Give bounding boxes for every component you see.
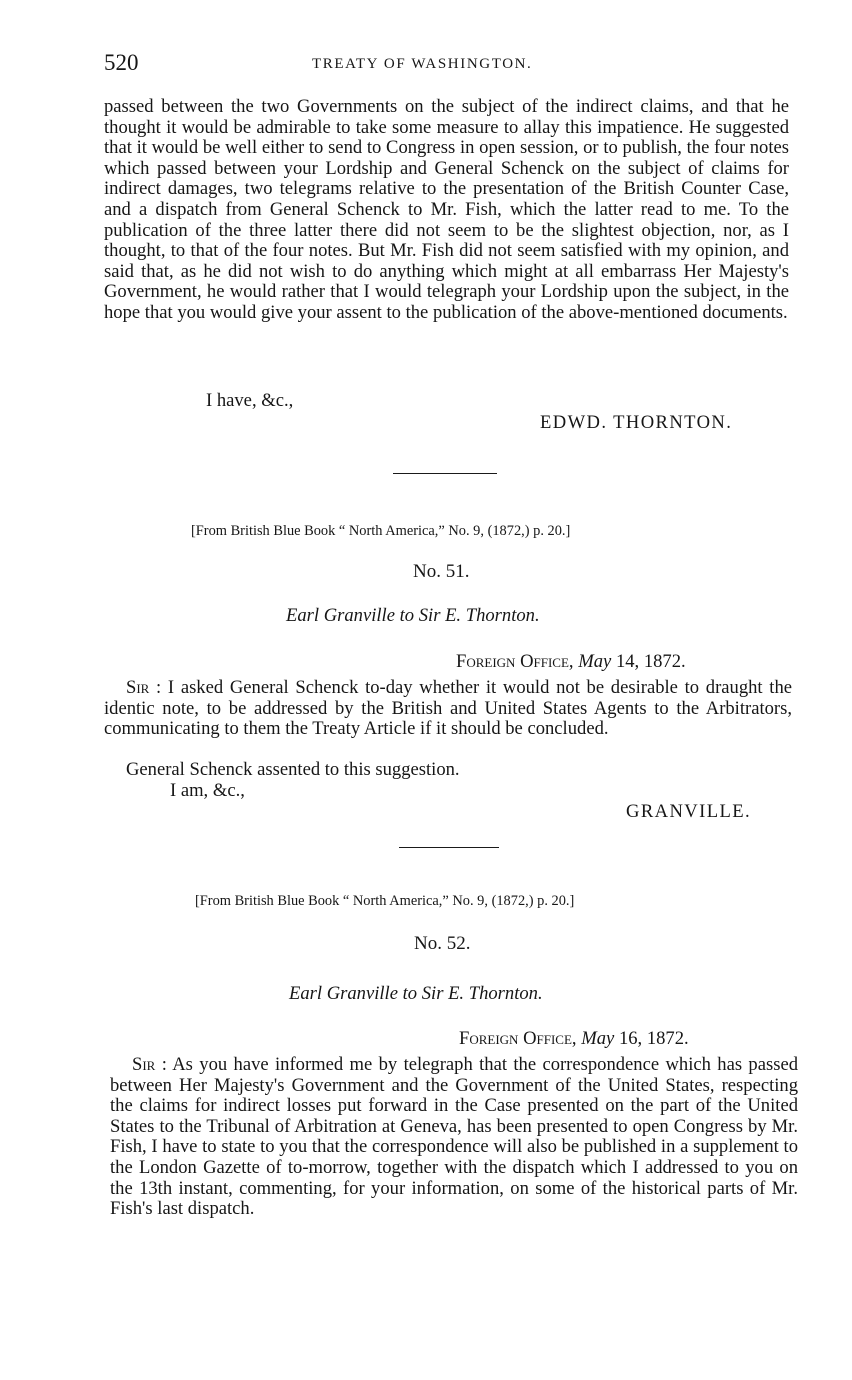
letter-51-dateline bbox=[456, 651, 686, 673]
letter-51-month: May bbox=[578, 651, 612, 672]
letter-50-body: passed between the two Governments on the subject of the indirect claims, and that he thought it would be admirable to take some measure to allay this impatience. He suggested that it would be well either to send to Congress in open session, or to publish, the four notes which passed between your Lordship and General Schenck on the subject of claims for indirect damages, two telegrams relative to the presentation of the British Counter Case, and a dispatch from General Schenck to Mr. Fish, which the latter read to me. To the publication of the three latter there did not seem to be the slightest objection, nor, as I thought, to that of the four notes. But Mr. Fish did not seem satisfied with my opinion, and said that, as he did not wish to do anything which might at all embarrass Her Majesty's Government, he would rather that I would telegraph your Lordship upon the subject, in the hope that you would give your assent to the publication of the above-mentioned documents. bbox=[104, 96, 789, 323]
page-header bbox=[104, 50, 794, 80]
letter-51-signature: GRANVILLE. bbox=[626, 801, 752, 822]
letter-52-salutation: Sir : bbox=[132, 1054, 167, 1075]
letter-51-body-2: General Schenck assented to this suggestion. bbox=[126, 759, 460, 780]
letter-50-closing: I have, &c., bbox=[206, 390, 294, 411]
section-divider bbox=[399, 847, 499, 848]
letter-52-date: 16, 1872. bbox=[618, 1028, 689, 1049]
page-number: 520 bbox=[104, 50, 139, 75]
running-title: TREATY OF WASHINGTON. bbox=[312, 56, 533, 72]
letter-51-place: Foreign Office, bbox=[456, 651, 574, 672]
letter-51-source-citation: [From British Blue Book “ North America,” No. 9, (1872,) p. 20.] bbox=[191, 523, 571, 539]
letter-51-title: Earl Granville to Sir E. Thornton. bbox=[286, 605, 540, 626]
letter-52-source-citation: [From British Blue Book “ North America,” No. 9, (1872,) p. 20.] bbox=[195, 893, 575, 909]
letter-51-body: I asked General Schenck to-day whether it would not be desirable to draught the identic note, to be addressed by the British and United States Agents to the Arbitrators, communicating to them the Treaty Article if it should be concluded. bbox=[104, 677, 793, 740]
letter-50-signature: EDWD. THORNTON. bbox=[540, 412, 733, 433]
letter-52-body: As you have informed me by telegraph that the correspondence which has passed between Her Majesty's Government and the Government of the United States, respecting the claims for indirect losses put forward in the Case presented on the part of the United States to the Tribunal of Arbitration at Geneva, has been presented to open Congress by Mr. Fish, I have to state to you that the correspondence will also be published in a supplement to the London Gazette of to-morrow, together with the dispatch which I addressed to you on the 13th instant, commenting, for your information, on some of the historical parts of Mr. Fish's last dispatch. bbox=[110, 1054, 799, 1220]
letter-52-place: Foreign Office, bbox=[459, 1028, 577, 1049]
letter-51-paragraph bbox=[104, 678, 792, 740]
letter-52-number: No. 52. bbox=[414, 933, 471, 954]
letter-51-date: 14, 1872. bbox=[615, 651, 686, 672]
letter-52-month: May bbox=[581, 1028, 615, 1049]
letter-52-dateline bbox=[459, 1028, 689, 1050]
letter-52-title: Earl Granville to Sir E. Thornton. bbox=[289, 983, 543, 1004]
letter-51-salutation: Sir : bbox=[126, 677, 162, 698]
letter-52-paragraph bbox=[110, 1055, 798, 1220]
letter-51-closing: I am, &c., bbox=[170, 780, 245, 801]
letter-51-number: No. 51. bbox=[413, 561, 470, 582]
section-divider bbox=[393, 473, 497, 474]
